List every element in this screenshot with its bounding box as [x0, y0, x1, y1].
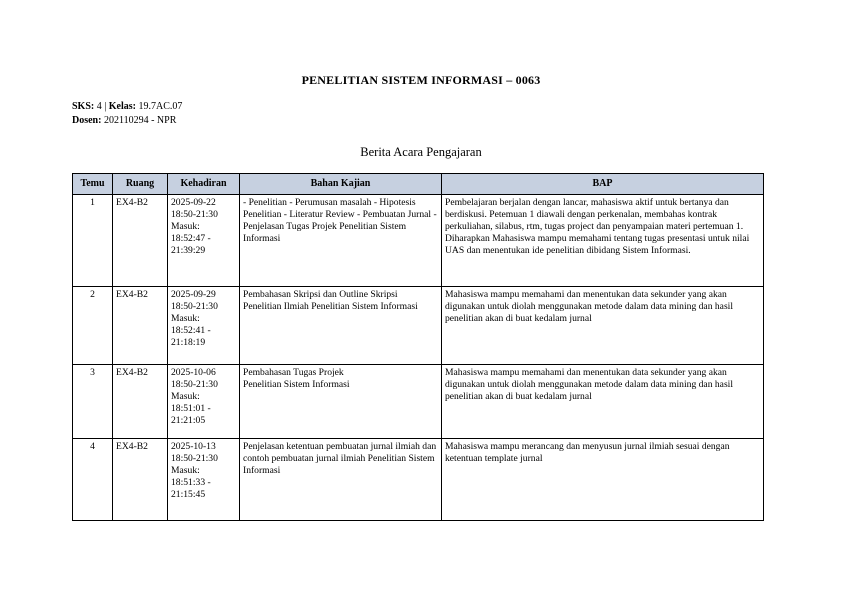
kehadiran-date: 2025-10-13 [171, 441, 216, 452]
table-row [73, 195, 764, 287]
table-header-row [73, 174, 764, 195]
kehadiran-masuk-label: Masuk: [171, 391, 200, 402]
kehadiran-time: 18:50-21:30 [171, 301, 218, 312]
cell-ruang: EX4-B2 [113, 365, 168, 439]
kehadiran-masuk-time: 18:52:47 - [171, 233, 211, 244]
cell-bap: Mahasiswa mampu memahami dan menentukan data sekunder yang akan digunakan untuk diolah menggunakan metode dalam data mining dan hasil penelitian akan di buat kedalam jurnal [442, 287, 764, 365]
course-meta [72, 101, 182, 113]
cell-temu: 3 [73, 365, 113, 439]
kehadiran-time: 18:50-21:30 [171, 209, 218, 220]
sks-label: SKS: [72, 101, 95, 112]
cell-temu: 1 [73, 195, 113, 287]
kehadiran-masuk-time: 18:51:01 - [171, 403, 211, 414]
cell-kehadiran [168, 439, 240, 521]
bahan-line: Pembahasan Tugas Projek [243, 367, 344, 378]
header-ruang: Ruang [113, 174, 168, 195]
kehadiran-date: 2025-09-22 [171, 197, 216, 208]
cell-kehadiran [168, 287, 240, 365]
kehadiran-masuk-label: Masuk: [171, 465, 200, 476]
cell-bahan-kajian [240, 365, 442, 439]
kehadiran-date: 2025-09-29 [171, 289, 216, 300]
cell-kehadiran [168, 365, 240, 439]
cell-bahan-kajian: Penjelasan ketentuan pembuatan jurnal ilmiah dan contoh pembuatan jurnal ilmiah Penelitian Sistem Informasi [240, 439, 442, 521]
table-row [73, 287, 764, 365]
kehadiran-time: 18:50-21:30 [171, 453, 218, 464]
cell-ruang: EX4-B2 [113, 287, 168, 365]
cell-bahan-kajian: Pembahasan Skripsi dan Outline Skripsi Penelitian Ilmiah Penelitian Sistem Informasi [240, 287, 442, 365]
kehadiran-date: 2025-10-06 [171, 367, 216, 378]
cell-kehadiran [168, 195, 240, 287]
section-title: Berita Acara Pengajaran [360, 145, 482, 159]
sks-value: 4 | [94, 101, 109, 112]
page-title: PENELITIAN SISTEM INFORMASI – 0063 [301, 73, 541, 87]
attendance-table [72, 173, 764, 521]
kehadiran-keluar-time: 21:21:05 [171, 415, 206, 426]
dosen-label: Dosen: [72, 115, 102, 126]
kelas-label: Kelas: [108, 101, 136, 112]
kehadiran-masuk-label: Masuk: [171, 221, 200, 232]
header-temu: Temu [73, 174, 113, 195]
kehadiran-time: 18:50-21:30 [171, 379, 218, 390]
kelas-value: 19.7AC.07 [135, 101, 183, 112]
kehadiran-keluar-time: 21:18:19 [171, 337, 206, 348]
cell-bap: Mahasiswa mampu memahami dan menentukan data sekunder yang akan digunakan untuk diolah menggunakan metode dalam data mining dan hasil penelitian akan di buat kedalam jurnal [442, 365, 764, 439]
kehadiran-masuk-time: 18:52:41 - [171, 325, 211, 336]
cell-temu: 2 [73, 287, 113, 365]
header-kehadiran: Kehadiran [168, 174, 240, 195]
cell-bap: Mahasiswa mampu merancang dan menyusun jurnal ilmiah sesuai dengan ketentuan template jurnal [442, 439, 764, 521]
kehadiran-masuk-time: 18:51:33 - [171, 477, 211, 488]
cell-bahan-kajian: - Penelitian - Perumusan masalah - Hipotesis Penelitian - Literatur Review - Pembuatan Jurnal - Penjelasan Tugas Projek Penelitian Sistem Informasi [240, 195, 442, 287]
cell-ruang: EX4-B2 [113, 195, 168, 287]
kehadiran-masuk-label: Masuk: [171, 313, 200, 324]
cell-temu: 4 [73, 439, 113, 521]
cell-ruang: EX4-B2 [113, 439, 168, 521]
dosen-value: 202110294 - NPR [101, 115, 177, 126]
table-row [73, 365, 764, 439]
kehadiran-keluar-time: 21:39:29 [171, 245, 206, 256]
kehadiran-keluar-time: 21:15:45 [171, 489, 206, 500]
header-bap: BAP [442, 174, 764, 195]
cell-bap: Pembelajaran berjalan dengan lancar, mahasiswa aktif untuk bertanya dan berdiskusi. Petemuan 1 diawali dengan perkenalan, membahas kontrak perkuliahan, silabus, rtm, tugas project dan penyampaian materi pertemuan 1. Diharapkan Mahasiswa mampu memahami tentang tugas presentasi untuk nilai UAS dan menentukan ide penelitian dibidang Sistem Informasi. [442, 195, 764, 287]
lecturer-meta [72, 115, 176, 127]
bahan-line: Penelitian Sistem Informasi [243, 379, 350, 390]
header-bahan-kajian: Bahan Kajian [240, 174, 442, 195]
table-row [73, 439, 764, 521]
